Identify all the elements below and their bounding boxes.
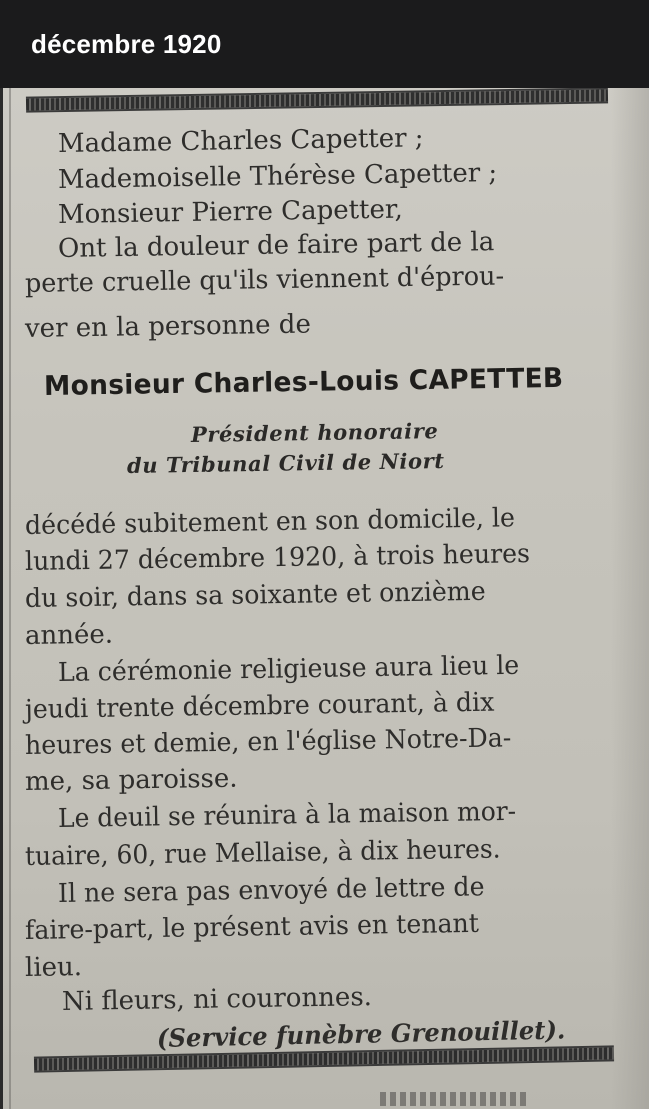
body-line: me, sa paroisse.	[24, 763, 238, 797]
family-member-line: Madame Charles Capetter ;	[57, 123, 424, 159]
title-bar	[0, 0, 649, 88]
body-line: Il ne sera pas envoyé de lettre de	[57, 872, 485, 909]
family-member-line: Monsieur Pierre Capetter,	[57, 194, 403, 230]
body-line: tuaire, 60, rue Mellaise, à dix heures.	[24, 834, 501, 872]
announcement-line: perte cruelle qu'ils viennent d'éprou-	[24, 261, 505, 299]
closing-line: Ni fleurs, ni couronnes.	[61, 982, 373, 1017]
body-line: heures et demie, en l'église Notre-Da-	[24, 723, 512, 761]
deceased-name-heading: Monsieur Charles-Louis CAPETTEB	[43, 362, 564, 402]
body-line: du soir, dans sa soixante et onzième	[24, 576, 486, 614]
body-line: année.	[24, 619, 114, 651]
body-line: décédé subitement en son domicile, le	[24, 503, 516, 541]
obituary-notice	[0, 88, 649, 1109]
body-line: La cérémonie religieuse aura lieu le	[57, 650, 520, 688]
funeral-service-signature: (Service funèbre Grenouillet).	[156, 1015, 566, 1053]
body-line: lieu.	[24, 952, 83, 983]
announcement-line: Ont la douleur de faire part de la	[57, 227, 495, 264]
body-line: faire-part, le présent avis en tenant	[24, 908, 480, 946]
newspaper-clipping-image	[0, 88, 649, 1109]
family-member-line: Mademoiselle Thérèse Capetter ;	[57, 158, 498, 195]
announcement-line: ver en la personne de	[24, 309, 312, 344]
title-subtitle: du Tribunal Civil de Niort	[126, 448, 445, 478]
title-subtitle: Président honoraire	[190, 418, 439, 447]
body-line: lundi 27 décembre 1920, à trois heures	[24, 539, 531, 577]
window-title: décembre 1920	[31, 28, 222, 59]
body-line: jeudi trente décembre courant, à dix	[24, 687, 495, 725]
body-line: Le deuil se réunira à la maison mor-	[57, 796, 517, 834]
next-article-fragment	[380, 1092, 530, 1106]
